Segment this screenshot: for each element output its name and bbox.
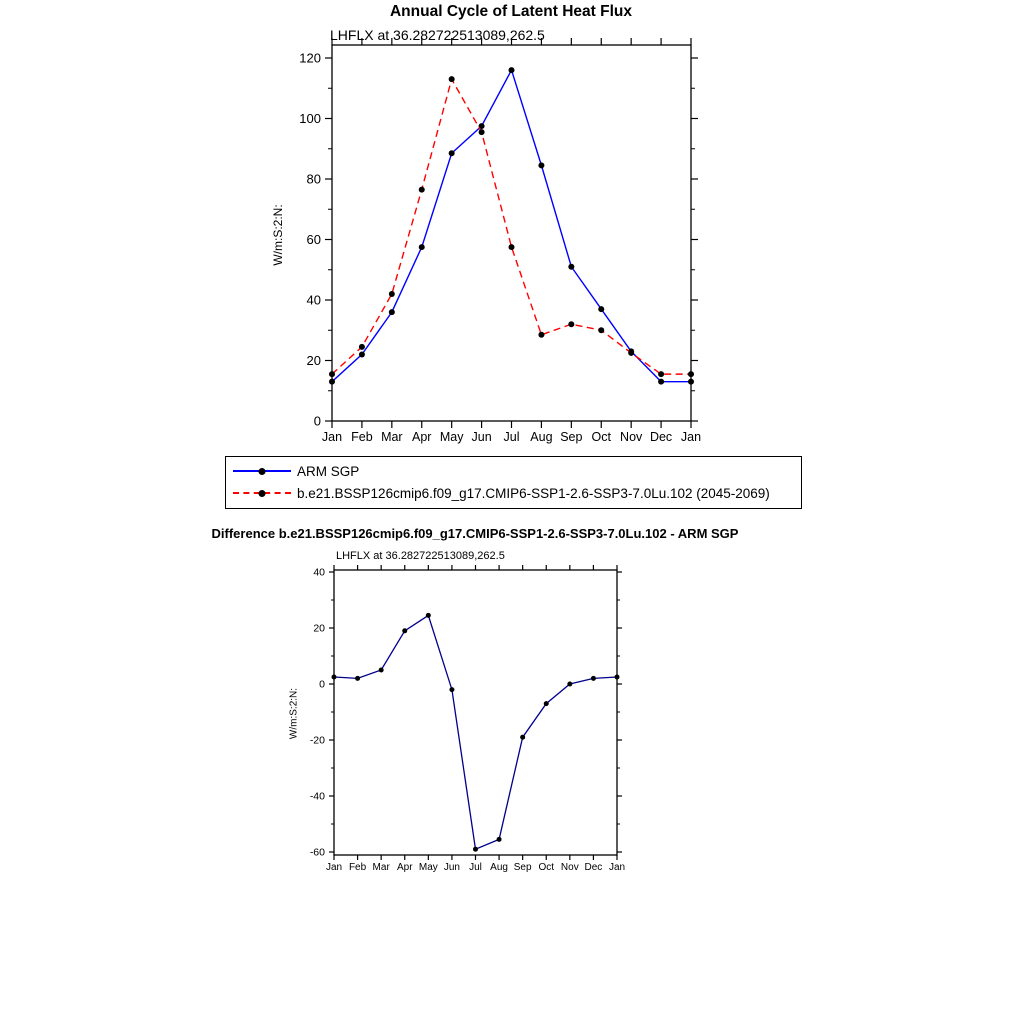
axis-box <box>334 570 617 855</box>
data-point-marker <box>658 371 664 377</box>
data-point-marker <box>520 735 525 740</box>
data-point-marker <box>615 675 620 680</box>
data-point-marker <box>497 837 502 842</box>
x-tick-label: Mar <box>372 862 390 873</box>
x-tick-label: Sep <box>560 430 583 444</box>
x-tick-label: Apr <box>412 430 432 444</box>
data-point-marker <box>332 675 337 680</box>
legend-label: b.e21.BSSP126cmip6.f09_g17.CMIP6-SSP1-2.6-SSP3-7.0Lu.102 (2045-2069) <box>297 485 770 501</box>
y-tick-label: 120 <box>299 50 321 66</box>
data-point-marker <box>419 244 425 250</box>
y-tick-label: -20 <box>309 734 325 747</box>
data-point-marker <box>591 676 596 681</box>
data-point-marker <box>449 687 454 692</box>
axis-box <box>332 45 691 421</box>
legend-entry-arm-sgp <box>226 460 801 482</box>
data-point-marker <box>426 613 431 618</box>
chart2-y-axis-label: W/m:S:2:N: <box>288 687 300 740</box>
x-tick-label: Oct <box>591 430 611 444</box>
chart1-subtitle: LHFLX at 36.282722513089,262.5 <box>330 27 545 43</box>
x-tick-label: Nov <box>560 862 579 873</box>
data-point-marker <box>449 150 455 156</box>
chart2-subtitle: LHFLX at 36.282722513089,262.5 <box>336 550 505 562</box>
data-point-marker <box>389 291 395 297</box>
chart2-title: Difference b.e21.BSSP126cmip6.f09_g17.CMIP6-SSP1-2.6-SSP3-7.0Lu.102 - ARM SGP <box>211 526 739 541</box>
data-point-marker <box>479 129 485 135</box>
series-line <box>332 79 691 374</box>
series-line <box>334 615 617 849</box>
data-point-marker <box>628 350 634 356</box>
x-tick-label: Oct <box>538 862 555 873</box>
x-tick-label: Aug <box>530 430 553 444</box>
x-tick-label: Jun <box>471 430 492 444</box>
legend-marker-dot <box>259 468 266 475</box>
data-point-marker <box>355 676 360 681</box>
data-point-marker <box>567 682 572 687</box>
x-tick-label: Jan <box>321 430 343 444</box>
chart-2-plot <box>310 565 625 873</box>
data-point-marker <box>544 701 549 706</box>
x-tick-label: Nov <box>620 430 643 444</box>
y-tick-label: 80 <box>306 171 321 187</box>
x-tick-label: Mar <box>381 430 403 444</box>
data-point-marker <box>473 847 478 852</box>
y-tick-label: 0 <box>319 678 325 691</box>
legend-label: ARM SGP <box>297 463 360 479</box>
chart1-title: Annual Cycle of Latent Heat Flux <box>389 3 632 20</box>
y-tick-label: 0 <box>313 413 321 429</box>
chart1-y-axis-label: W/m:S:2:N: <box>271 204 285 266</box>
y-tick-label: 40 <box>313 566 325 579</box>
x-tick-label: Apr <box>396 862 413 873</box>
legend-entry-model <box>226 482 801 504</box>
y-tick-label: -40 <box>309 790 325 803</box>
data-point-marker <box>329 379 335 385</box>
data-point-marker <box>419 187 425 193</box>
x-tick-label: Aug <box>490 862 508 873</box>
y-tick-label: -60 <box>309 846 325 859</box>
data-point-marker <box>658 379 664 385</box>
legend-line-sample-dashed <box>233 492 291 494</box>
data-point-marker <box>598 306 604 312</box>
data-point-marker <box>509 67 515 73</box>
data-point-marker <box>329 371 335 377</box>
y-tick-label: 20 <box>306 353 321 369</box>
y-tick-label: 60 <box>306 232 321 248</box>
legend-marker-dot <box>259 490 266 497</box>
x-tick-label: Jan <box>608 862 626 873</box>
data-point-marker <box>509 244 515 250</box>
data-point-marker <box>389 309 395 315</box>
legend-line-sample-solid <box>233 470 291 472</box>
x-tick-label: May <box>439 430 464 444</box>
y-tick-label: 20 <box>313 622 325 635</box>
x-tick-label: Sep <box>513 862 532 873</box>
x-tick-label: Jul <box>469 862 482 873</box>
data-point-marker <box>568 321 574 327</box>
data-point-marker <box>538 332 544 338</box>
data-point-marker <box>688 379 694 385</box>
x-tick-label: Dec <box>584 862 603 873</box>
data-point-marker <box>568 264 574 270</box>
x-tick-label: Feb <box>351 430 373 444</box>
data-point-marker <box>359 351 365 357</box>
x-tick-label: May <box>418 862 438 873</box>
x-tick-label: Jul <box>503 430 520 444</box>
data-point-marker <box>688 371 694 377</box>
x-tick-label: Jan <box>325 862 343 873</box>
x-tick-label: Jan <box>680 430 702 444</box>
legend-box <box>225 456 802 509</box>
chart-1-plot <box>299 38 701 444</box>
data-point-marker <box>598 327 604 333</box>
x-tick-label: Jun <box>443 862 460 873</box>
data-point-marker <box>449 76 455 82</box>
data-point-marker <box>538 162 544 168</box>
x-tick-label: Feb <box>348 862 367 873</box>
data-point-marker <box>379 668 384 673</box>
data-point-marker <box>402 628 407 633</box>
series-line <box>332 70 691 382</box>
data-point-marker <box>359 344 365 350</box>
y-tick-label: 100 <box>299 111 321 127</box>
y-tick-label: 40 <box>306 292 321 308</box>
x-tick-label: Dec <box>649 430 673 444</box>
